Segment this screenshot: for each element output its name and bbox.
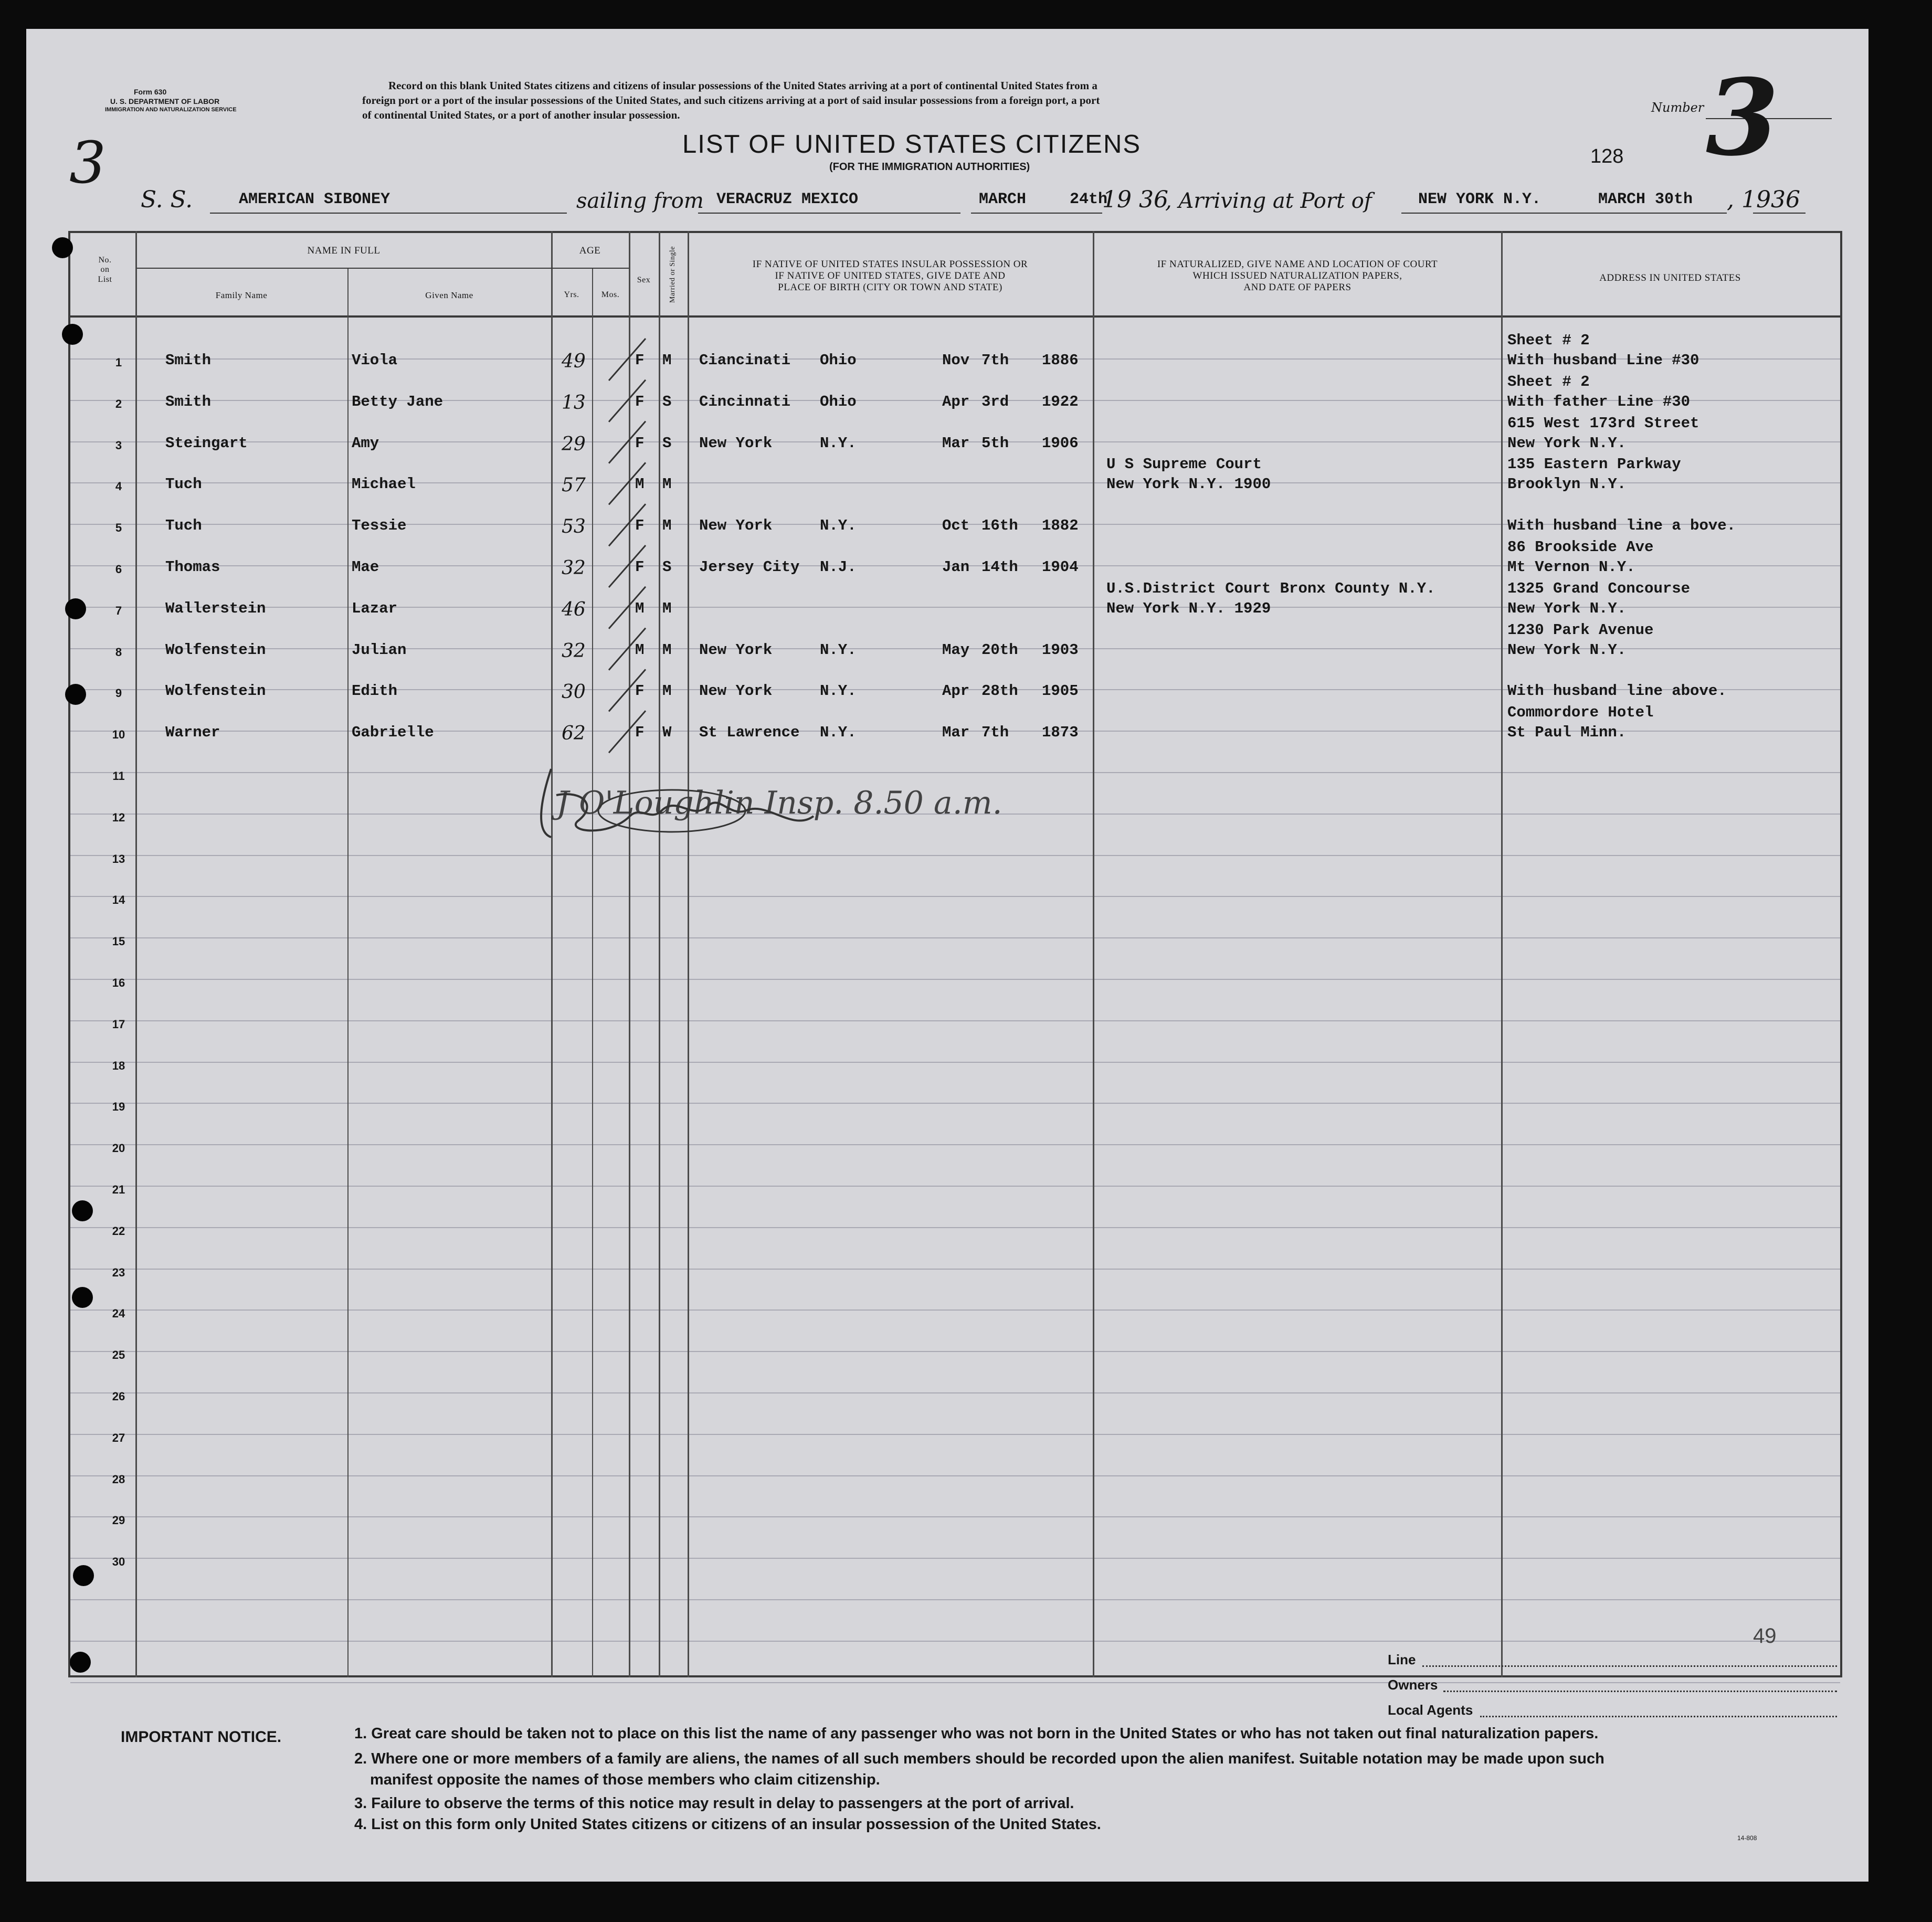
check-mark [609,587,646,629]
col-given-name: Given Name [425,290,473,300]
col-married: Married or Single [668,246,677,303]
entry-yrs: 53 [562,516,586,538]
entry-mon: Oct [942,517,970,535]
number-label: Number [1651,100,1704,115]
entry-sex: M [635,476,645,493]
col-no-line-3: List [98,274,112,284]
line-number: 6 [115,563,122,576]
entry-addr1: 86 Brookside Ave [1507,538,1654,556]
binder-hole-1 [52,237,73,258]
instruction-line-3: of continental United States, or a port of another insular possession. [362,109,680,121]
entry-mon: Apr [942,393,970,410]
line-number: 14 [112,893,125,907]
line-number: 12 [112,810,125,824]
entry-sex: F [635,393,645,410]
number-value: 3 [1706,56,1779,179]
footer-line-field [1422,1665,1837,1667]
ship-name: AMERICAN SIBONEY [239,191,390,208]
arrival-underline [1401,213,1727,214]
entry-mon: Jan [942,558,970,576]
line-number: 16 [112,976,125,989]
entry-mon: Nov [942,352,970,369]
entry-year: 1882 [1042,517,1079,535]
entry-year: 1873 [1042,724,1079,742]
entry-addr1: Commordore Hotel [1507,704,1654,722]
binder-hole-2 [62,324,83,345]
entry-yrs: 57 [562,474,586,497]
entry-state: N.J. [820,558,857,576]
entry-state: N.Y. [820,682,857,700]
stamp-number: 128 [1590,145,1624,167]
ruled-line [70,1641,1840,1642]
check-mark [609,628,646,670]
check-mark [609,504,646,546]
binder-hole-8 [70,1652,91,1673]
entry-sex: F [635,682,645,700]
ruled-line [70,979,1840,980]
entry-nat1: U.S.District Court Bronx County N.Y. [1106,579,1435,597]
line-number: 1 [115,356,122,369]
ruled-line [70,1434,1840,1435]
arrival-port: NEW YORK N.Y. [1418,191,1542,208]
footer-line-label: Line [1388,1652,1416,1667]
entry-ms: S [662,434,672,452]
line-number: 21 [112,1183,125,1196]
notice-item-4: 4. List on this form only United States citizens or citizens of an insular possession of the United States. [354,1816,1101,1833]
entry-day: 5th [981,434,1009,452]
entry-addr2: Mt Vernon N.Y. [1507,558,1635,576]
entry-family: Wallerstein [165,599,266,617]
col-naturalized-header [1094,259,1501,293]
line-number: 7 [115,604,122,617]
signature-text: J O'Loughlin Insp. 8.50 a.m. [556,785,1002,821]
line-number: 28 [112,1472,125,1486]
ruled-line [70,1269,1840,1270]
entry-sex: M [635,641,645,659]
departure-day: 24th [1070,191,1108,208]
col-naturalized-line-1: IF NATURALIZED, GIVE NAME AND LOCATION OF COURT [1157,259,1438,270]
ruled-line [70,937,1840,938]
entry-given: Edith [352,682,398,700]
col-no-line-2: on [100,265,110,274]
entry-nat1: U S Supreme Court [1106,456,1262,473]
instruction-line-2: foreign port or a port of the insular possessions of the United States, and such citizens arriving at a port of said insular possessions from a foreign port, a port [362,94,1100,107]
ruled-line [70,1062,1840,1063]
entry-yrs: 30 [562,681,586,703]
entry-addr2: With husband line above. [1507,682,1727,700]
sailing-label: sailing from [576,189,704,213]
line-number: 26 [112,1390,125,1403]
entry-sex: F [635,352,645,369]
entry-state: N.Y. [820,724,857,742]
entry-yrs: 46 [562,598,586,620]
footer-agents-label: Local Agents [1388,1702,1473,1718]
entry-ms: S [662,558,672,576]
entry-ms: M [662,476,672,493]
line-number: 2 [115,397,122,410]
col-yrs: Yrs. [564,290,579,299]
ruled-line [70,1310,1840,1311]
ruled-line [70,1351,1840,1352]
binder-hole-3 [65,598,86,619]
footer-owners-field [1443,1691,1837,1692]
entry-year: 1906 [1042,434,1079,452]
line-number: 17 [112,1017,125,1031]
entry-state: Ohio [820,393,857,410]
entry-city: New York [699,434,773,452]
department-name: U. S. DEPARTMENT OF LABOR [110,97,220,105]
departure-underline [698,213,960,214]
footer-owners-label: Owners [1388,1677,1438,1693]
line-number: 3 [115,438,122,452]
col-no-line-1: No. [98,256,112,265]
departure-date-underline [971,213,1102,214]
ruled-line [70,1516,1840,1517]
departure-year [1102,186,1168,213]
entry-yrs: 32 [562,557,586,579]
entry-addr2: With husband Line #30 [1507,352,1699,369]
entry-family: Smith [165,352,212,369]
departure-year-value: 36 [1139,186,1168,213]
line-number: 27 [112,1431,125,1444]
col-naturalized-line-3: AND DATE OF PAPERS [1243,281,1352,293]
divider-birth [1093,231,1094,1677]
entry-given: Tessie [352,517,407,535]
ruled-line [70,1144,1840,1145]
entry-family: Thomas [165,558,220,576]
entry-yrs: 13 [562,392,586,414]
form-code: 14-808 [1737,1834,1757,1842]
entry-year: 1922 [1042,393,1079,410]
ruled-line [70,896,1840,897]
footer-agents-field [1480,1716,1837,1717]
entry-addr1: 135 Eastern Parkway [1507,456,1681,473]
col-birth-line-1: IF NATIVE OF UNITED STATES INSULAR POSSESSION OR [752,259,1028,270]
entry-family: Wolfenstein [165,682,266,700]
entry-sex: F [635,558,645,576]
entry-addr2: St Paul Minn. [1507,724,1627,742]
year-prefix: 19 [1102,186,1132,213]
entry-addr2: With husband line a bove. [1507,517,1736,535]
line-number: 19 [112,1100,125,1114]
entry-year: 1886 [1042,352,1079,369]
col-address: ADDRESS IN UNITED STATES [1599,272,1741,283]
entry-ms: M [662,641,672,659]
line-number: 11 [112,769,125,783]
ruled-line [70,1682,1840,1683]
col-naturalized-line-2: WHICH ISSUED NATURALIZATION PAPERS, [1192,270,1402,281]
ship-underline [210,213,567,214]
entry-addr1: 1325 Grand Concourse [1507,579,1691,597]
entry-yrs: 49 [562,351,586,372]
check-mark [609,711,646,753]
line-number: 29 [112,1514,125,1527]
divider-no [135,231,137,1677]
entry-given: Gabrielle [352,724,434,742]
entry-given: Lazar [352,599,398,617]
line-number: 9 [115,687,122,700]
line-number: 15 [112,935,125,948]
entry-yrs: 62 [562,723,586,745]
age-subheader-rule [551,268,629,269]
page-number: 49 [1753,1624,1777,1648]
arriving-label: , Arriving at Port of [1165,189,1372,213]
entry-day: 20th [981,641,1018,659]
line-number: 4 [115,480,122,493]
line-number: 30 [112,1555,125,1569]
col-birth-line-2: IF NATIVE OF UNITED STATES, GIVE DATE AND [775,270,1006,281]
entry-year: 1904 [1042,558,1079,576]
ruled-line [70,1558,1840,1559]
divider-yrs [592,268,593,1677]
entry-ms: M [662,517,672,535]
departure-port: VERACRUZ MEXICO [716,191,859,208]
col-birth-header [689,259,1092,293]
entry-family: Steingart [165,434,248,452]
entry-state: N.Y. [820,517,857,535]
line-number: 24 [112,1307,125,1321]
entry-state: N.Y. [820,641,857,659]
col-no-header [79,256,131,284]
entry-sex: M [635,599,645,617]
arrival-date: MARCH 30th [1598,191,1693,208]
notice-item-2-cont: manifest opposite the names of those members who claim citizenship. [370,1771,880,1788]
name-subheader-rule [136,268,551,269]
ruled-line [70,1599,1840,1600]
entry-yrs: 29 [562,433,586,455]
arrival-year-prefix: 19 [1741,186,1771,213]
entry-nat2: New York N.Y. 1900 [1106,476,1271,493]
ruled-line [70,1392,1840,1393]
entry-year: 1905 [1042,682,1079,700]
entry-day: 16th [981,517,1018,535]
entry-day: 7th [981,724,1009,742]
entry-addr1: Sheet # 2 [1507,332,1590,349]
entry-sex: F [635,724,645,742]
entry-given: Michael [352,476,416,493]
entry-ms: W [662,724,672,742]
check-mark [609,380,646,422]
binder-hole-6 [72,1287,93,1308]
entry-family: Warner [165,724,220,742]
entry-yrs: 32 [562,640,586,662]
entry-ms: M [662,352,672,369]
entry-family: Smith [165,393,212,410]
entry-day: 28th [981,682,1018,700]
notice-item-2: 2. Where one or more members of a family are aliens, the names of all such members should be recorded upon the alien manifest. Suitable notation may be made upon such [354,1750,1604,1767]
ruled-line [70,1227,1840,1228]
ruled-line [70,1475,1840,1476]
divider-naturalized [1501,231,1503,1677]
notice-item-1: 1. Great care should be taken not to place on this list the name of any passenger who was not born in the United States or who has not taken out final naturalization papers. [354,1725,1599,1742]
entry-day: 3rd [981,393,1009,410]
entry-given: Amy [352,434,379,452]
arrival-year-underline [1753,213,1806,214]
divider-name [551,231,553,1677]
entry-ms: M [662,599,672,617]
line-number: 18 [112,1059,125,1072]
entry-city: New York [699,517,773,535]
entry-mon: Mar [942,434,970,452]
col-family-name: Family Name [215,290,268,300]
entry-city: New York [699,641,773,659]
line-number: 8 [115,645,122,659]
col-sex: Sex [637,276,651,284]
entry-city: Ciancinati [699,352,791,369]
col-birth-line-3: PLACE OF BIRTH (CITY OR TOWN AND STATE) [778,281,1002,293]
check-mark [609,421,646,463]
entry-city: Cincinnati [699,393,791,410]
ruled-line [70,1103,1840,1104]
entry-year: 1903 [1042,641,1079,659]
left-margin-number: 3 [69,129,106,196]
line-number: 10 [112,728,125,742]
entry-addr2: Brooklyn N.Y. [1507,476,1627,493]
entry-sex: F [635,434,645,452]
check-mark [609,545,646,587]
ruled-line [70,1020,1840,1021]
arrival-year: , 1936 [1727,186,1800,213]
entry-ms: M [662,682,672,700]
line-number: 5 [115,521,122,535]
notice-item-3: 3. Failure to observe the terms of this notice may result in delay to passengers at the port of arrival. [354,1795,1074,1812]
entry-sex: F [635,517,645,535]
line-number: 20 [112,1142,125,1155]
entry-mon: Apr [942,682,970,700]
line-number: 13 [112,852,125,865]
entry-given: Julian [352,641,407,659]
check-mark [609,339,646,381]
arrival-year-value: 36 [1770,186,1800,213]
header-bottom-rule [68,315,1842,318]
binder-hole-4 [65,684,86,705]
line-number: 22 [112,1224,125,1238]
entry-family: Tuch [165,476,202,493]
ss-label: S. S. [141,186,193,213]
entry-nat2: New York N.Y. 1929 [1106,599,1271,617]
entry-given: Mae [352,558,379,576]
check-marks [598,323,703,795]
entry-family: Wolfenstein [165,641,266,659]
entry-day: 7th [981,352,1009,369]
entry-addr2: New York N.Y. [1507,641,1627,659]
entry-ms: S [662,393,672,410]
entry-addr1: 615 West 173rd Street [1507,414,1699,432]
instruction-line-1: Record on this blank United States citizens and citizens of insular possessions of the United States arriving at a port of continental United States from a [388,79,1097,92]
page-title: LIST OF UNITED STATES CITIZENS [682,130,1142,159]
entry-state: N.Y. [820,434,857,452]
entry-addr2: New York N.Y. [1507,599,1627,617]
col-name-in-full: NAME IN FULL [307,245,381,256]
divider-family [347,268,349,1677]
entry-given: Betty Jane [352,393,444,410]
entry-city: Jersey City [699,558,800,576]
entry-family: Tuch [165,517,202,535]
check-mark [609,669,646,711]
col-age: AGE [579,245,601,256]
line-number: 23 [112,1265,125,1279]
entry-mon: May [942,641,970,659]
binder-hole-7 [73,1565,94,1586]
entry-city: St Lawrence [699,724,800,742]
entry-addr2: With father Line #30 [1507,393,1691,410]
page-subtitle: (FOR THE IMMIGRATION AUTHORITIES) [829,161,1030,173]
entry-day: 14th [981,558,1018,576]
entry-addr1: Sheet # 2 [1507,373,1590,390]
entry-addr1: 1230 Park Avenue [1507,621,1654,639]
entry-city: New York [699,682,773,700]
ruled-line [70,1186,1840,1187]
departure-month: MARCH [979,191,1027,208]
service-name: IMMIGRATION AND NATURALIZATION SERVICE [105,107,237,113]
form-number: Form 630 [134,88,167,96]
binder-hole-5 [72,1200,93,1221]
notice-heading: IMPORTANT NOTICE. [121,1728,282,1746]
check-mark [609,462,646,504]
entry-addr2: New York N.Y. [1507,434,1627,452]
line-number: 25 [112,1348,125,1362]
entry-given: Viola [352,352,398,369]
col-mos: Mos. [601,290,620,299]
manifest-sheet [26,29,1868,1882]
entry-mon: Mar [942,724,970,742]
entry-state: Ohio [820,352,857,369]
